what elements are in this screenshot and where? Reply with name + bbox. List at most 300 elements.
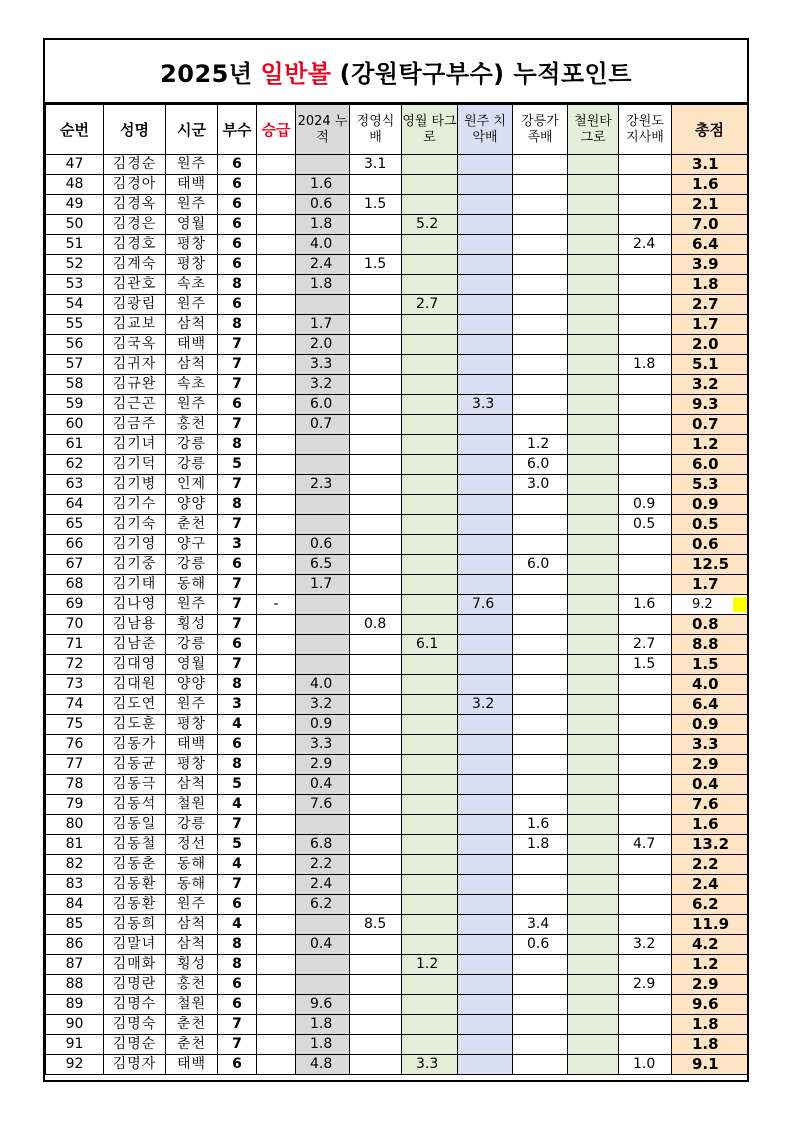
cell-city: 삼척 [166, 935, 218, 955]
cell-acc2024 [296, 915, 350, 935]
cell-cheorwon [568, 655, 619, 675]
title-year: 2025년 [160, 59, 253, 88]
cell-gangwondo [619, 915, 672, 935]
cell-no: 49 [46, 195, 104, 215]
cell-rank: 6 [218, 235, 257, 255]
cell-yeongwol [402, 1015, 458, 1035]
cell-acc2024: 4.0 [296, 235, 350, 255]
cell-acc2024: 1.7 [296, 575, 350, 595]
cell-wonju [458, 455, 513, 475]
cell-total-text: 9.2 [692, 597, 713, 612]
cell-wonju [458, 1035, 513, 1055]
cell-city: 춘천 [166, 1035, 218, 1055]
cell-total: 8.8 [672, 635, 748, 655]
cell-wonju [458, 575, 513, 595]
cell-acc2024: 2.9 [296, 755, 350, 775]
cell-promo [257, 335, 296, 355]
cell-gangwondo [619, 295, 672, 315]
header-name: 성명 [104, 105, 166, 155]
cell-acc2024: 3.2 [296, 375, 350, 395]
cell-city: 원주 [166, 595, 218, 615]
cell-jeongyeong [350, 495, 402, 515]
cell-promo [257, 455, 296, 475]
cell-no: 89 [46, 995, 104, 1015]
cell-wonju [458, 815, 513, 835]
cell-gangneung: 6.0 [513, 555, 568, 575]
cell-wonju [458, 255, 513, 275]
cell-no: 51 [46, 235, 104, 255]
cell-yeongwol [402, 315, 458, 335]
cell-wonju [458, 175, 513, 195]
cell-jeongyeong: 0.8 [350, 615, 402, 635]
cell-acc2024: 1.8 [296, 215, 350, 235]
cell-cheorwon [568, 235, 619, 255]
cell-gangneung [513, 655, 568, 675]
header-wonju: 원주 치악배 [458, 105, 513, 155]
cell-no: 86 [46, 935, 104, 955]
header-cheorwon: 철원타 그로 [568, 105, 619, 155]
cell-city: 태백 [166, 735, 218, 755]
cell-gangneung [513, 595, 568, 615]
cell-acc2024: 0.9 [296, 715, 350, 735]
cell-acc2024: 4.0 [296, 675, 350, 695]
cell-gangwondo [619, 395, 672, 415]
cell-gangneung [513, 795, 568, 815]
cell-jeongyeong [350, 815, 402, 835]
cell-acc2024: 3.3 [296, 735, 350, 755]
title-highlight: 일반볼 [260, 59, 332, 88]
cell-total: 9.6 [672, 995, 748, 1015]
cell-promo [257, 315, 296, 335]
cell-cheorwon [568, 715, 619, 735]
cell-gangneung [513, 195, 568, 215]
cell-gangneung [513, 175, 568, 195]
cell-gangwondo [619, 195, 672, 215]
cell-promo [257, 635, 296, 655]
cell-acc2024: 2.0 [296, 335, 350, 355]
table-row [46, 755, 748, 775]
cell-yeongwol [402, 275, 458, 295]
cell-name: 김동일 [104, 815, 166, 835]
cell-city: 속초 [166, 375, 218, 395]
cell-rank: 7 [218, 515, 257, 535]
cell-wonju [458, 155, 513, 175]
cell-city: 원주 [166, 195, 218, 215]
cell-jeongyeong [350, 1055, 402, 1075]
cell-no: 65 [46, 515, 104, 535]
cell-yeongwol [402, 855, 458, 875]
cell-name: 김남용 [104, 615, 166, 635]
cell-rank: 8 [218, 955, 257, 975]
cell-total: 0.9 [672, 715, 748, 735]
cell-name: 김매화 [104, 955, 166, 975]
cell-city: 홍천 [166, 975, 218, 995]
cell-rank: 6 [218, 995, 257, 1015]
cell-yeongwol [402, 355, 458, 375]
cell-promo [257, 435, 296, 455]
cell-yeongwol [402, 895, 458, 915]
cell-cheorwon [568, 475, 619, 495]
table-row [46, 335, 748, 355]
cell-city: 횡성 [166, 955, 218, 975]
cell-promo [257, 255, 296, 275]
cell-promo [257, 415, 296, 435]
cell-gangneung [513, 335, 568, 355]
header-acc2024: 2024 누적 [296, 105, 350, 155]
cell-total: 1.8 [672, 1035, 748, 1055]
cell-no: 87 [46, 955, 104, 975]
cell-yeongwol [402, 395, 458, 415]
cell-rank: 6 [218, 395, 257, 415]
cell-city: 강릉 [166, 455, 218, 475]
cell-city: 횡성 [166, 615, 218, 635]
cell-name: 김동가 [104, 735, 166, 755]
cell-name: 김동철 [104, 835, 166, 855]
header-yeongwol: 영월 타그로 [402, 105, 458, 155]
cell-cheorwon [568, 675, 619, 695]
table-row [46, 235, 748, 255]
cell-gangneung [513, 1035, 568, 1055]
cell-jeongyeong [350, 295, 402, 315]
cell-total: 7.0 [672, 215, 748, 235]
cell-yeongwol [402, 415, 458, 435]
cell-gangwondo: 2.4 [619, 235, 672, 255]
cell-acc2024: 1.8 [296, 275, 350, 295]
cell-gangneung [513, 995, 568, 1015]
cell-cheorwon [568, 495, 619, 515]
cell-cheorwon [568, 695, 619, 715]
cell-wonju [458, 555, 513, 575]
table-row [46, 935, 748, 955]
cell-gangneung [513, 275, 568, 295]
cell-city: 삼척 [166, 915, 218, 935]
cell-jeongyeong [350, 855, 402, 875]
cell-no: 91 [46, 1035, 104, 1055]
cell-promo [257, 695, 296, 715]
cell-gangwondo [619, 435, 672, 455]
cell-gangwondo [619, 895, 672, 915]
cell-wonju [458, 775, 513, 795]
cell-name: 김경옥 [104, 195, 166, 215]
cell-city: 원주 [166, 895, 218, 915]
cell-city: 태백 [166, 1055, 218, 1075]
cell-yeongwol [402, 675, 458, 695]
cell-acc2024: 0.4 [296, 775, 350, 795]
cell-rank: 6 [218, 215, 257, 235]
cell-no: 77 [46, 755, 104, 775]
cell-jeongyeong [350, 235, 402, 255]
cell-promo [257, 875, 296, 895]
cell-cheorwon [568, 455, 619, 475]
cell-wonju [458, 715, 513, 735]
cell-wonju [458, 515, 513, 535]
cell-cheorwon [568, 435, 619, 455]
cell-yeongwol [402, 995, 458, 1015]
cell-promo [257, 555, 296, 575]
header-gangwondo: 강원도 지사배 [619, 105, 672, 155]
cell-no: 83 [46, 875, 104, 895]
cell-gangneung [513, 735, 568, 755]
cell-cheorwon [568, 295, 619, 315]
cell-total: 3.2 [672, 375, 748, 395]
cell-yeongwol: 2.7 [402, 295, 458, 315]
cell-total: 5.1 [672, 355, 748, 375]
cell-total: 1.8 [672, 275, 748, 295]
cell-gangwondo [619, 175, 672, 195]
cell-rank: 4 [218, 715, 257, 735]
cell-jeongyeong [350, 475, 402, 495]
cell-rank: 7 [218, 335, 257, 355]
cell-promo [257, 295, 296, 315]
cell-gangwondo [619, 815, 672, 835]
cell-cheorwon [568, 615, 619, 635]
cell-name: 김기숙 [104, 515, 166, 535]
cell-total: 7.6 [672, 795, 748, 815]
cell-acc2024: 2.2 [296, 855, 350, 875]
cell-total: 6.4 [672, 235, 748, 255]
cell-jeongyeong: 8.5 [350, 915, 402, 935]
cell-city: 정선 [166, 835, 218, 855]
cell-gangneung [513, 215, 568, 235]
cell-yeongwol [402, 875, 458, 895]
cell-promo [257, 1035, 296, 1055]
cell-total: 1.6 [672, 175, 748, 195]
cell-name: 김관호 [104, 275, 166, 295]
cell-jeongyeong [350, 1015, 402, 1035]
cell-name: 김기태 [104, 575, 166, 595]
cell-gangneung [513, 415, 568, 435]
cell-promo [257, 215, 296, 235]
page-title [45, 40, 747, 104]
cell-acc2024: 3.3 [296, 355, 350, 375]
cell-no: 88 [46, 975, 104, 995]
cell-city: 춘천 [166, 515, 218, 535]
points-table [45, 104, 748, 1075]
cell-gangneung [513, 155, 568, 175]
cell-total: 6.4 [672, 695, 748, 715]
cell-rank: 8 [218, 675, 257, 695]
cell-name: 김동환 [104, 875, 166, 895]
cell-yeongwol [402, 835, 458, 855]
cell-cheorwon [568, 975, 619, 995]
cell-yeongwol [402, 935, 458, 955]
cell-total: 2.2 [672, 855, 748, 875]
cell-promo [257, 395, 296, 415]
cell-gangneung [513, 755, 568, 775]
cell-yeongwol [402, 575, 458, 595]
header-rank: 부수 [218, 105, 257, 155]
cell-gangwondo: 1.5 [619, 655, 672, 675]
table-row [46, 615, 748, 635]
cell-cheorwon [568, 415, 619, 435]
cell-total [672, 595, 748, 615]
cell-wonju [458, 615, 513, 635]
cell-jeongyeong [350, 795, 402, 815]
cell-wonju [458, 335, 513, 355]
cell-gangneung: 6.0 [513, 455, 568, 475]
cell-city: 영월 [166, 215, 218, 235]
cell-yeongwol [402, 175, 458, 195]
cell-total: 0.8 [672, 615, 748, 635]
cell-cheorwon [568, 815, 619, 835]
cell-total: 0.5 [672, 515, 748, 535]
cell-cheorwon [568, 1055, 619, 1075]
cell-gangneung [513, 775, 568, 795]
cell-acc2024 [296, 455, 350, 475]
cell-promo [257, 515, 296, 535]
cell-total: 9.3 [672, 395, 748, 415]
cell-rank: 6 [218, 175, 257, 195]
cell-name: 김명순 [104, 1035, 166, 1055]
cell-gangwondo [619, 475, 672, 495]
cell-yeongwol [402, 715, 458, 735]
cell-jeongyeong [350, 275, 402, 295]
cell-acc2024 [296, 435, 350, 455]
cell-yeongwol [402, 795, 458, 815]
cell-total: 2.9 [672, 755, 748, 775]
cell-rank: 6 [218, 975, 257, 995]
cell-wonju [458, 195, 513, 215]
cell-gangwondo [619, 575, 672, 595]
cell-promo [257, 715, 296, 735]
cell-no: 67 [46, 555, 104, 575]
cell-no: 56 [46, 335, 104, 355]
cell-no: 82 [46, 855, 104, 875]
cell-rank: 8 [218, 935, 257, 955]
cell-no: 79 [46, 795, 104, 815]
cell-wonju [458, 435, 513, 455]
cell-name: 김경순 [104, 155, 166, 175]
cell-total: 2.9 [672, 975, 748, 995]
cell-promo [257, 615, 296, 635]
cell-rank: 7 [218, 415, 257, 435]
cell-promo [257, 975, 296, 995]
cell-promo [257, 815, 296, 835]
cell-cheorwon [568, 755, 619, 775]
cell-yeongwol [402, 555, 458, 575]
cell-jeongyeong: 3.1 [350, 155, 402, 175]
table-row [46, 795, 748, 815]
cell-promo [257, 195, 296, 215]
cell-wonju [458, 655, 513, 675]
cell-city: 강릉 [166, 555, 218, 575]
cell-gangwondo [619, 155, 672, 175]
cell-name: 김명숙 [104, 1015, 166, 1035]
cell-gangwondo: 0.9 [619, 495, 672, 515]
cell-cheorwon [568, 915, 619, 935]
table-row [46, 555, 748, 575]
cell-acc2024: 9.6 [296, 995, 350, 1015]
cell-acc2024: 4.8 [296, 1055, 350, 1075]
cell-name: 김동환 [104, 895, 166, 915]
cell-acc2024 [296, 295, 350, 315]
cell-yeongwol [402, 975, 458, 995]
cell-rank: 7 [218, 475, 257, 495]
cell-cheorwon [568, 535, 619, 555]
cell-gangwondo: 0.5 [619, 515, 672, 535]
cell-jeongyeong [350, 455, 402, 475]
cell-wonju: 7.6 [458, 595, 513, 615]
cell-total: 1.8 [672, 1015, 748, 1035]
cell-rank: 3 [218, 695, 257, 715]
table-row [46, 735, 748, 755]
cell-rank: 8 [218, 755, 257, 775]
cell-no: 57 [46, 355, 104, 375]
cell-name: 김동춘 [104, 855, 166, 875]
cell-cheorwon [568, 855, 619, 875]
cell-no: 58 [46, 375, 104, 395]
cell-jeongyeong [350, 175, 402, 195]
cell-gangneung [513, 875, 568, 895]
cell-cheorwon [568, 575, 619, 595]
cell-gangneung [513, 375, 568, 395]
cell-wonju [458, 795, 513, 815]
cell-promo [257, 935, 296, 955]
cell-cheorwon [568, 895, 619, 915]
cell-rank: 7 [218, 1015, 257, 1035]
cell-rank: 7 [218, 375, 257, 395]
cell-jeongyeong [350, 355, 402, 375]
cell-gangwondo [619, 455, 672, 475]
table-row [46, 575, 748, 595]
cell-cheorwon [568, 875, 619, 895]
cell-rank: 5 [218, 455, 257, 475]
cell-yeongwol [402, 755, 458, 775]
cell-yeongwol [402, 255, 458, 275]
cell-cheorwon [568, 195, 619, 215]
cell-acc2024 [296, 975, 350, 995]
cell-jeongyeong [350, 755, 402, 775]
cell-jeongyeong [350, 895, 402, 915]
cell-no: 54 [46, 295, 104, 315]
cell-acc2024: 0.6 [296, 195, 350, 215]
cell-promo [257, 1055, 296, 1075]
table-row [46, 975, 748, 995]
cell-acc2024: 7.6 [296, 795, 350, 815]
cell-gangneung: 1.8 [513, 835, 568, 855]
cell-total: 1.7 [672, 315, 748, 335]
cell-cheorwon [568, 775, 619, 795]
cell-no: 60 [46, 415, 104, 435]
cell-jeongyeong [350, 435, 402, 455]
table-row [46, 355, 748, 375]
cell-cheorwon [568, 395, 619, 415]
cell-total: 0.6 [672, 535, 748, 555]
cell-name: 김금주 [104, 415, 166, 435]
cell-acc2024: 6.0 [296, 395, 350, 415]
cell-gangwondo [619, 795, 672, 815]
cell-total: 1.2 [672, 435, 748, 455]
cell-no: 73 [46, 675, 104, 695]
cell-gangneung [513, 295, 568, 315]
cell-jeongyeong [350, 735, 402, 755]
cell-jeongyeong [350, 215, 402, 235]
cell-cheorwon [568, 1035, 619, 1055]
cell-rank: 7 [218, 655, 257, 675]
cell-jeongyeong [350, 935, 402, 955]
cell-jeongyeong [350, 595, 402, 615]
cell-cheorwon [568, 355, 619, 375]
cell-jeongyeong [350, 715, 402, 735]
cell-jeongyeong [350, 695, 402, 715]
cell-name: 김말녀 [104, 935, 166, 955]
cell-acc2024 [296, 155, 350, 175]
table-row [46, 915, 748, 935]
cell-no: 76 [46, 735, 104, 755]
cell-promo [257, 775, 296, 795]
cell-no: 50 [46, 215, 104, 235]
cell-gangneung [513, 495, 568, 515]
